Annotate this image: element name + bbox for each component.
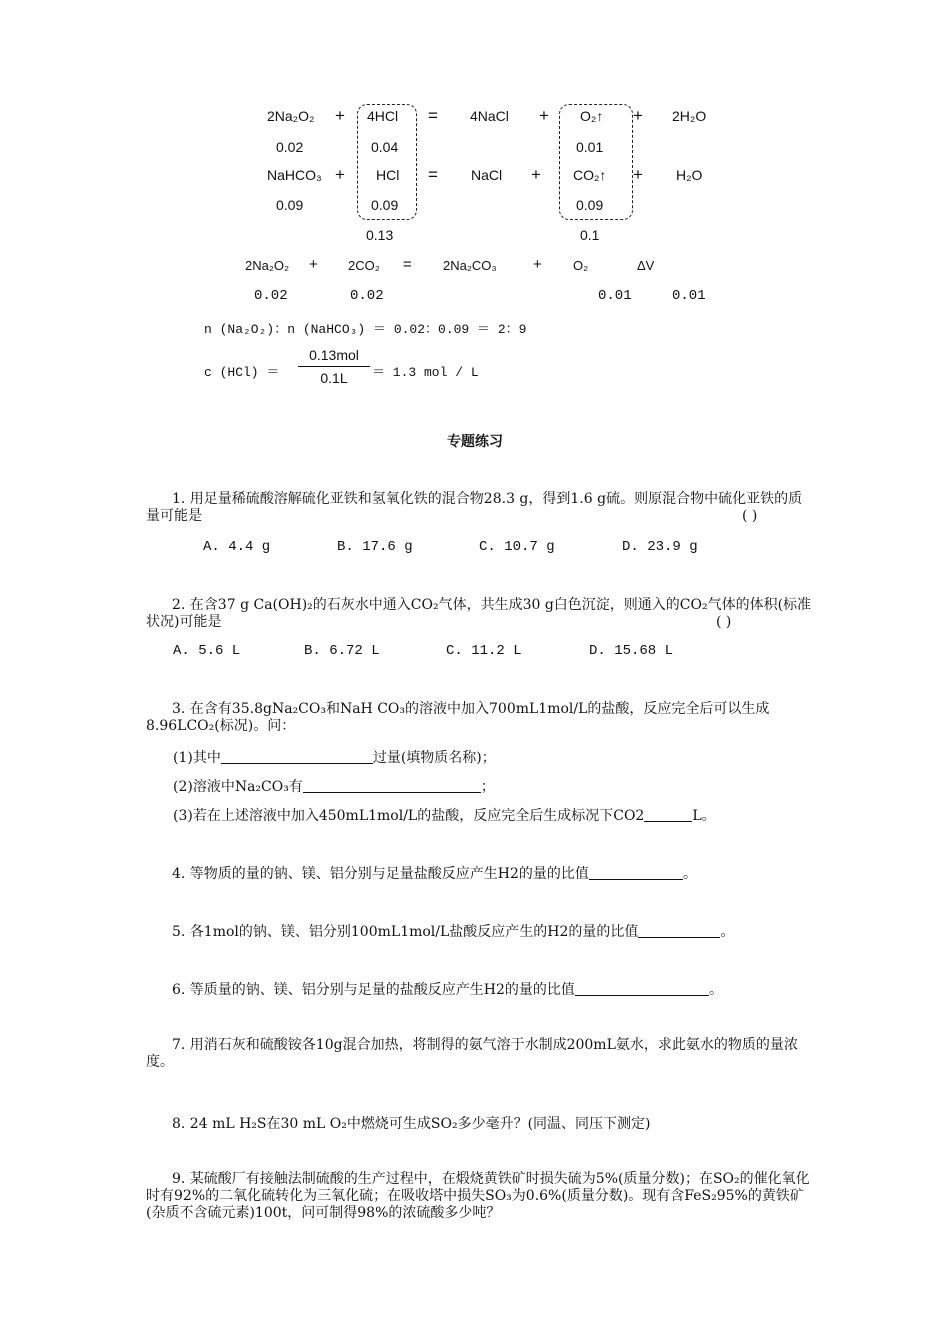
eq2-amount2: 0.09 bbox=[371, 197, 399, 213]
q4-text: 4. 等物质的量的钠、镁、铝分别与足量盐酸反应产生H2的量的比值 bbox=[172, 866, 589, 882]
question-2 bbox=[146, 597, 814, 631]
q3-sub2-blank[interactable] bbox=[303, 778, 481, 793]
eq3-amount2: 0.02 bbox=[350, 288, 384, 304]
eq2-amount1: 0.09 bbox=[276, 197, 304, 213]
eq3-reactant2: 2CO₂ bbox=[348, 258, 380, 273]
q1-option-a: A. 4.4 g bbox=[203, 539, 271, 555]
eq3-product1: 2Na₂CO₃ bbox=[443, 258, 497, 273]
eq3-plus2: + bbox=[533, 256, 542, 273]
question-4 bbox=[172, 863, 697, 883]
q6-text: 6. 等质量的钠、镁、铝分别与足量的盐酸反应产生H2的量的比值 bbox=[172, 982, 575, 998]
question-3-text: 3. 在含有35.8gNa₂CO₃和NaH CO₃的溶液中加入700mL1mol/L的盐酸，反应完全后可以生成8.96LCO₂(标况)。问： bbox=[146, 701, 770, 734]
eq1-amount1: 0.02 bbox=[276, 139, 304, 155]
question-2-bracket: ( ) bbox=[716, 614, 732, 630]
gas-total: 0.1 bbox=[580, 227, 600, 243]
conc-numerator: 0.13mol bbox=[309, 347, 359, 363]
eq3-amount4: 0.01 bbox=[672, 288, 706, 304]
q1-option-d: D. 23.9 g bbox=[622, 539, 698, 555]
eq3-product2: O₂ bbox=[573, 258, 589, 273]
q3-sub1-suffix: 过量(填物质名称)； bbox=[372, 750, 496, 766]
question-1-text: 1. 用足量稀硫酸溶解硫化亚铁和氢氧化铁的混合物28.3 g，得到1.6 g硫。则原混合物中硫化亚铁的质量可能是 bbox=[146, 491, 803, 524]
question-9 bbox=[146, 1171, 814, 1222]
question-8-text: 8. 24 mL H₂S在30 mL O₂中燃烧可生成SO₂多少毫升？(同温、同压下测定) bbox=[172, 1116, 651, 1132]
q2-option-a: A. 5.6 L bbox=[173, 643, 241, 659]
question-8 bbox=[172, 1113, 651, 1133]
q3-sub1-blank[interactable] bbox=[221, 749, 373, 764]
q6-suffix: 。 bbox=[708, 982, 723, 998]
eq1-equals: = bbox=[428, 106, 438, 125]
eq1-plus1: + bbox=[335, 106, 345, 125]
question-5 bbox=[172, 921, 734, 941]
conc-fraction bbox=[298, 347, 370, 386]
eq3-amount1: 0.02 bbox=[254, 288, 288, 304]
eq2-amount3: 0.09 bbox=[576, 197, 604, 213]
question-3-sub2 bbox=[173, 776, 495, 796]
eq3-plus1: + bbox=[309, 256, 318, 273]
eq2-plus2: + bbox=[531, 165, 541, 184]
question-7-text: 7. 用消石灰和硫酸铵各10g混合加热，将制得的氨气溶于水制成200mL氨水，求此氨水的物质的量浓度。 bbox=[146, 1037, 798, 1070]
question-6 bbox=[172, 979, 723, 999]
eq3-delta-v: ΔV bbox=[637, 258, 655, 273]
q4-suffix: 。 bbox=[682, 866, 697, 882]
eq2-product1: NaCl bbox=[471, 167, 503, 183]
hcl-total: 0.13 bbox=[366, 227, 394, 243]
conc-denominator: 0.1L bbox=[320, 370, 348, 386]
q1-option-c: C. 10.7 g bbox=[479, 539, 555, 555]
q2-option-b: B. 6.72 L bbox=[304, 643, 380, 659]
q2-option-d: D. 15.68 L bbox=[589, 643, 674, 659]
eq1-plus2: + bbox=[539, 106, 549, 125]
section-title: 专题练习 bbox=[447, 434, 503, 450]
q6-blank[interactable] bbox=[575, 981, 709, 996]
eq2-plus1: + bbox=[335, 165, 345, 184]
question-1 bbox=[146, 491, 814, 525]
eq2-product2: CO₂↑ bbox=[573, 167, 607, 183]
q5-blank[interactable] bbox=[638, 923, 720, 938]
eq2-product3: H₂O bbox=[676, 167, 703, 183]
question-3-sub3 bbox=[173, 805, 716, 825]
eq1-amount3: 0.01 bbox=[576, 139, 604, 155]
question-7 bbox=[146, 1037, 814, 1071]
question-3-sub1 bbox=[173, 747, 496, 767]
question-2-text: 2. 在含37 g Ca(OH)₂的石灰水中通入CO₂气体，共生成30 g白色沉淀，则通入的CO₂气体的体积(标准状况)可能是 bbox=[146, 597, 812, 630]
eq1-product2: O₂↑ bbox=[580, 108, 604, 124]
q2-option-c: C. 11.2 L bbox=[446, 643, 522, 659]
eq2-reactant1: NaHCO₃ bbox=[267, 167, 322, 183]
question-9-text: 9. 某硫酸厂有接触法制硫酸的生产过程中，在煅烧黄铁矿时损失硫为5%(质量分数)；在SO₂的催化氧化时有92%的二氧化硫转化为三氧化硫；在吸收塔中损失SO₃为0.6%(质量分数)。现有含FeS₂95%的黄铁矿(杂质不含硫元素)100t，问可制得98%的浓硫酸多少吨？ bbox=[146, 1171, 810, 1221]
eq2-plus3: + bbox=[633, 165, 643, 184]
conc-result: ＝ 1.3 mol / L bbox=[372, 365, 479, 380]
eq1-product1: 4NaCl bbox=[470, 108, 509, 124]
eq3-amount3: 0.01 bbox=[598, 288, 632, 304]
eq3-reactant1: 2Na₂O₂ bbox=[245, 258, 290, 273]
eq2-equals: = bbox=[428, 165, 438, 184]
q3-sub2-prefix: (2)溶液中Na₂CO₃有 bbox=[173, 779, 303, 795]
q3-sub1-prefix: (1)其中 bbox=[173, 750, 221, 766]
eq1-reactant1: 2Na₂O₂ bbox=[267, 108, 315, 124]
eq2-reactant2: HCl bbox=[376, 167, 400, 183]
q5-text: 5. 各1mol的钠、镁、铝分别100mL1mol/L盐酸反应产生的H2的量的比值 bbox=[172, 924, 639, 940]
eq1-plus3: + bbox=[633, 106, 643, 125]
eq1-amount2: 0.04 bbox=[371, 139, 399, 155]
q3-sub3-blank[interactable] bbox=[644, 807, 692, 822]
q3-sub2-suffix: ； bbox=[480, 779, 495, 795]
ratio-line: n (Na₂O₂)：n (NaHCO₃) ＝ 0.02：0.09 ＝ 2：9 bbox=[204, 322, 527, 337]
q1-option-b: B. 17.6 g bbox=[337, 539, 413, 555]
q4-blank[interactable] bbox=[589, 865, 683, 880]
eq3-equals: = bbox=[403, 256, 412, 273]
eq1-reactant2: 4HCl bbox=[367, 108, 399, 124]
eq1-product3: 2H₂O bbox=[672, 108, 707, 124]
q3-sub3-prefix: (3)若在上述溶液中加入450mL1mol/L的盐酸，反应完全后生成标况下CO2 bbox=[173, 808, 645, 824]
question-3 bbox=[146, 701, 814, 735]
conc-prefix: c (HCl) ＝ bbox=[204, 365, 280, 380]
q5-suffix: 。 bbox=[720, 924, 735, 940]
q3-sub3-suffix: L。 bbox=[692, 808, 716, 824]
question-1-bracket: ( ) bbox=[742, 508, 758, 524]
